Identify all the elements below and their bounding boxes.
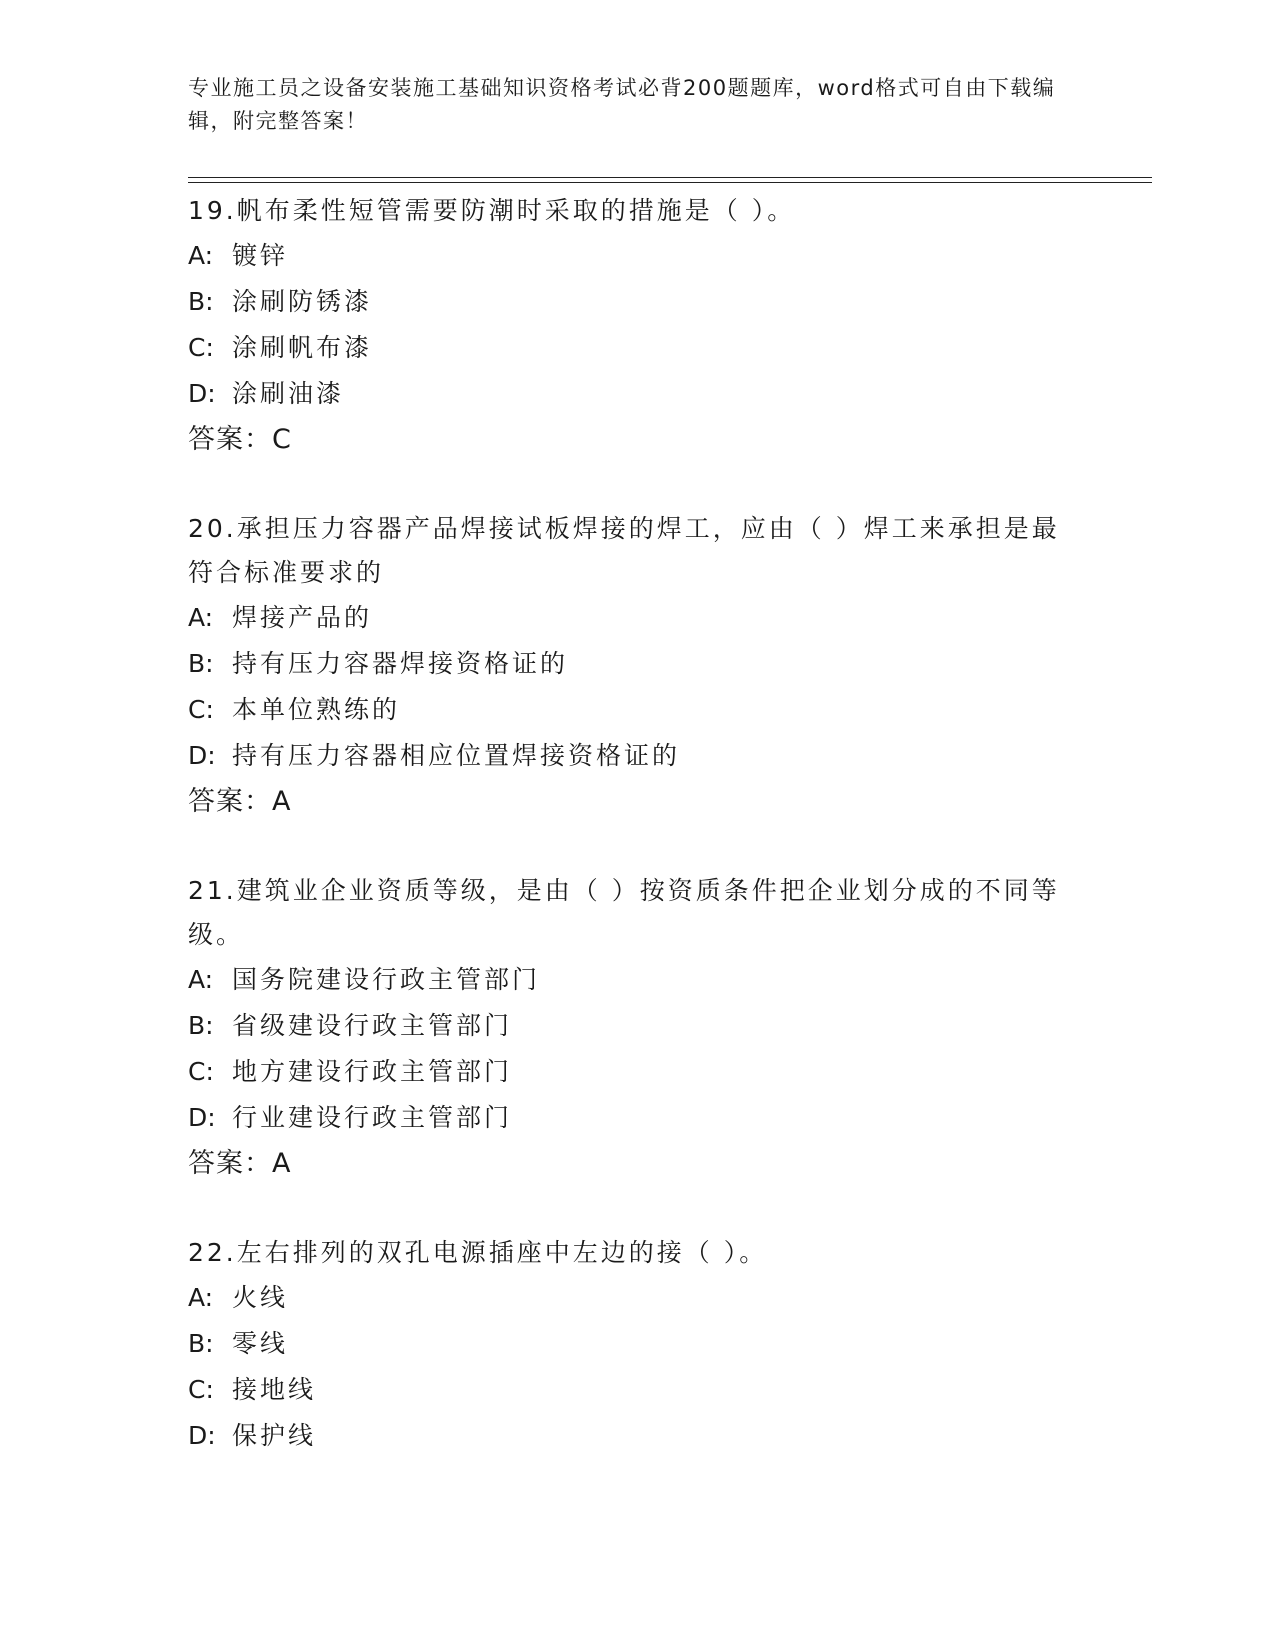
- option-letter: D:: [188, 379, 216, 408]
- option-text: 零线: [232, 1329, 289, 1358]
- option-text: 地方建设行政主管部门: [232, 1057, 513, 1086]
- answer-line: [188, 417, 1068, 463]
- option-letter: B:: [188, 287, 214, 316]
- question-21: [188, 869, 1068, 1187]
- option-letter: C:: [188, 1057, 214, 1086]
- option-text: 省级建设行政主管部门: [232, 1011, 513, 1040]
- option-text: 火线: [232, 1283, 289, 1312]
- option-d: [188, 1413, 1068, 1459]
- option-letter: A:: [188, 603, 214, 632]
- spacer: [188, 463, 1068, 507]
- answer-label: 答案：: [188, 786, 272, 817]
- option-a: [188, 595, 1068, 641]
- option-text: 本单位熟练的: [232, 695, 401, 724]
- header-divider-top: [188, 177, 1152, 178]
- option-letter: C:: [188, 695, 214, 724]
- option-text: 持有压力容器焊接资格证的: [232, 649, 569, 678]
- option-a: [188, 957, 1068, 1003]
- option-c: [188, 1367, 1068, 1413]
- spacer: [188, 1187, 1068, 1231]
- option-text: 焊接产品的: [232, 603, 373, 632]
- option-text: 镀锌: [232, 241, 289, 270]
- answer-label: 答案：: [188, 424, 272, 455]
- option-letter: A:: [188, 1283, 214, 1312]
- spacer: [188, 825, 1068, 869]
- option-letter: D:: [188, 741, 216, 770]
- option-letter: C:: [188, 1375, 214, 1404]
- option-text: 涂刷帆布漆: [232, 333, 373, 362]
- option-letter: A:: [188, 965, 214, 994]
- answer-label: 答案：: [188, 1148, 272, 1179]
- option-letter: B:: [188, 1011, 214, 1040]
- option-text: 持有压力容器相应位置焊接资格证的: [232, 741, 681, 770]
- option-a: [188, 1275, 1068, 1321]
- option-letter: C:: [188, 333, 214, 362]
- option-letter: A:: [188, 241, 214, 270]
- answer-line: [188, 779, 1068, 825]
- option-c: [188, 687, 1068, 733]
- option-d: [188, 371, 1068, 417]
- option-b: [188, 1003, 1068, 1049]
- question-20: [188, 507, 1068, 825]
- option-text: 保护线: [232, 1421, 317, 1450]
- option-c: [188, 1049, 1068, 1095]
- option-text: 行业建设行政主管部门: [232, 1103, 513, 1132]
- document-header: 专业施工员之设备安装施工基础知识资格考试必背200题题库，word格式可自由下载编辑，附完整答案！: [188, 76, 1056, 133]
- answer-value: C: [272, 424, 291, 455]
- answer-value: A: [272, 786, 291, 817]
- question-19: [188, 189, 1068, 463]
- question-text: 20.承担压力容器产品焊接试板焊接的焊工，应由（ ）焊工来承担是最符合标准要求的: [188, 514, 1060, 587]
- header-divider-bottom: [188, 182, 1152, 183]
- option-text: 国务院建设行政主管部门: [232, 965, 541, 994]
- option-letter: D:: [188, 1103, 216, 1132]
- question-22: [188, 1231, 1068, 1459]
- option-b: [188, 641, 1068, 687]
- question-text: 19.帆布柔性短管需要防潮时采取的措施是（ ）。: [188, 196, 796, 225]
- option-b: [188, 279, 1068, 325]
- option-a: [188, 233, 1068, 279]
- option-text: 涂刷防锈漆: [232, 287, 373, 316]
- option-letter: B:: [188, 1329, 214, 1358]
- option-d: [188, 1095, 1068, 1141]
- option-d: [188, 733, 1068, 779]
- answer-line: [188, 1141, 1068, 1187]
- question-text: 22.左右排列的双孔电源插座中左边的接（ ）。: [188, 1238, 768, 1267]
- option-text: 涂刷油漆: [232, 379, 345, 408]
- answer-value: A: [272, 1148, 291, 1179]
- question-list: [188, 189, 1068, 1459]
- option-c: [188, 325, 1068, 371]
- option-letter: B:: [188, 649, 214, 678]
- question-text: 21.建筑业企业资质等级，是由（ ）按资质条件把企业划分成的不同等级。: [188, 876, 1060, 949]
- option-letter: D:: [188, 1421, 216, 1450]
- option-text: 接地线: [232, 1375, 317, 1404]
- option-b: [188, 1321, 1068, 1367]
